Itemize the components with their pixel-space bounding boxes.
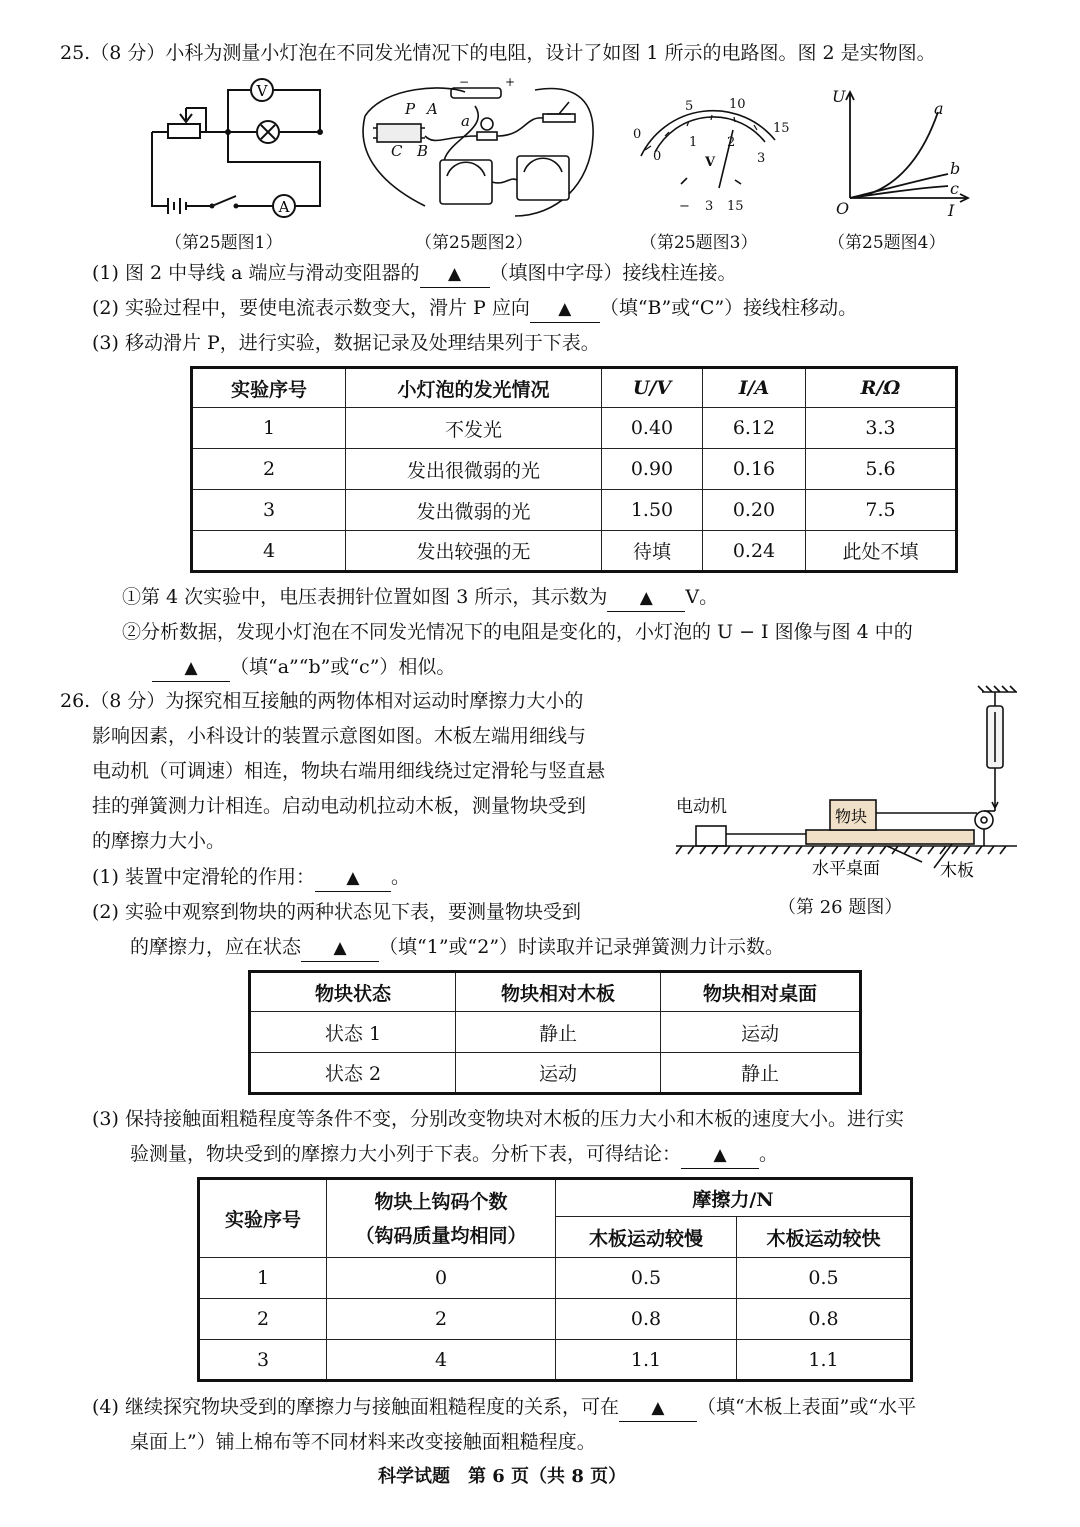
- ammeter-label: A: [278, 198, 290, 216]
- col-header: 物块相对木板: [456, 972, 661, 1012]
- col-header: 木板运动较快: [737, 1217, 912, 1258]
- q26-p2-line1: (2) 实验中观察到物块的两种状态见下表，要测量物块受到: [92, 901, 581, 923]
- circuit-diagram: [140, 74, 340, 224]
- table-row: 状态 1 静止 运动: [250, 1012, 861, 1053]
- answer-blank[interactable]: ▲: [619, 1394, 697, 1422]
- table-row: 2 2 0.8 0.8: [199, 1299, 912, 1340]
- q25-p2: (2) 实验过程中，要使电流表示数变大，滑片 P 应向 ▲ （填“B”或“C”）接线柱移动。: [92, 295, 857, 323]
- label-b: B: [417, 142, 429, 160]
- q26-p2-line2: 的摩擦力，应在状态 ▲ （填“1”或“2”）时读取并记录弹簧测力计示数。: [130, 934, 784, 962]
- col-header: 木板运动较慢: [556, 1217, 737, 1258]
- answer-blank[interactable]: ▲: [315, 864, 391, 892]
- curve-a-label: a: [934, 99, 944, 118]
- scale-15: 15: [773, 121, 790, 136]
- terminal-minus: −: [679, 199, 690, 214]
- col-header: 物块上钩码个数 （钩码质量均相同）: [327, 1179, 556, 1258]
- scale-0-inner: 0: [653, 149, 662, 164]
- q26-p1: (1) 装置中定滑轮的作用： ▲ 。: [92, 864, 410, 892]
- q26-intro-5: 的摩擦力大小。: [92, 830, 226, 852]
- q26-intro-1: 26.（8 分）为探究相互接触的两物体相对运动时摩擦力大小的: [60, 690, 584, 712]
- q26-p3-line2: 验测量，物块受到的摩擦力大小列于下表。分析下表，可得结论： ▲ 。: [130, 1141, 778, 1169]
- col-header: U/V: [602, 368, 703, 408]
- table-row: 1 不发光 0.40 6.12 3.3: [192, 408, 957, 449]
- state-table: [248, 970, 862, 1095]
- scale-5: 5: [685, 99, 694, 114]
- table-row: 1 0 0.5 0.5: [199, 1258, 912, 1299]
- v-mark: V: [705, 155, 716, 170]
- table-row: 2 发出很微弱的光 0.90 0.16 5.6: [192, 449, 957, 490]
- ui-graph: [830, 84, 980, 220]
- scale-1: 1: [689, 135, 698, 150]
- col-header: 物块状态: [250, 972, 456, 1012]
- axis-i: I: [948, 201, 955, 220]
- table-row: 3 4 1.1 1.1: [199, 1340, 912, 1381]
- answer-blank[interactable]: ▲: [681, 1141, 759, 1169]
- physical-setup: [355, 76, 605, 224]
- q26-intro-4: 挂的弹簧测力计相连。启动电动机拉动木板，测量物块受到: [92, 795, 587, 817]
- voltmeter-dial: [625, 88, 795, 218]
- q26-intro-3: 电动机（可调速）相连，物块右端用细线绕过定滑轮与竖直悬: [92, 760, 606, 782]
- caption-fig26: （第 26 题图）: [778, 897, 903, 918]
- caption-fig2: （第25题图2）: [415, 233, 533, 253]
- friction-apparatus: [672, 684, 1022, 884]
- q25-data-table: [190, 366, 958, 573]
- label-c: C: [391, 142, 403, 160]
- origin: O: [836, 199, 850, 218]
- answer-blank[interactable]: ▲: [607, 584, 685, 612]
- col-header: 实验序号: [192, 368, 346, 408]
- q25-s1: ①第 4 次实验中，电压表拥针位置如图 3 所示，其示数为 ▲ V。: [122, 584, 718, 612]
- answer-blank[interactable]: ▲: [420, 260, 490, 288]
- q26-p4-line2: 桌面上”）铺上棉布等不同材料来改变接触面粗糙程度。: [130, 1431, 596, 1453]
- q26-p3-line1: (3) 保持接触面粗糙程度等条件不变，分别改变物块对木板的压力大小和木板的速度大小。进行实: [92, 1108, 904, 1130]
- q25-intro: 25.（8 分）小科为测量小灯泡在不同发光情况下的电阻，设计了如图 1 所示的电路图。图 2 是实物图。: [60, 42, 936, 64]
- label-plus: +: [505, 76, 516, 89]
- page-footer: 科学试题 第 6 页（共 8 页）: [378, 1466, 627, 1487]
- col-header: 实验序号: [199, 1179, 327, 1258]
- scale-2: 2: [727, 135, 736, 150]
- col-header: R/Ω: [806, 368, 957, 408]
- label-a: A: [427, 100, 438, 118]
- q25-s2: ②分析数据，发现小灯泡在不同发光情况下的电阻是变化的，小灯泡的 U − I 图像与图 4 中的: [122, 621, 913, 643]
- label-desk: 水平桌面: [812, 859, 880, 879]
- answer-blank[interactable]: ▲: [530, 295, 600, 323]
- q26-p4-line1: (4) 继续探究物块受到的摩擦力与接触面粗糙程度的关系，可在 ▲ （填“木板上表面”或“水平: [92, 1394, 916, 1422]
- scale-10: 10: [729, 97, 746, 112]
- friction-table: [197, 1177, 913, 1382]
- scale-0-outer: 0: [633, 127, 642, 142]
- col-header: 物块相对桌面: [661, 972, 861, 1012]
- table-row: 4 发出较强的无 待填 0.24 此处不填: [192, 531, 957, 572]
- axis-u: U: [832, 87, 846, 106]
- caption-fig3: （第25题图3）: [640, 233, 758, 253]
- col-header: 小灯泡的发光情况: [346, 368, 602, 408]
- q26-intro-2: 影响因素，小科设计的装置示意图如图。木板左端用细线与: [92, 725, 587, 747]
- curve-c-label: c: [950, 179, 959, 198]
- q25-p3: (3) 移动滑片 P，进行实验，数据记录及处理结果列于下表。: [92, 332, 600, 354]
- voltmeter-label: V: [256, 82, 268, 100]
- table-row: 3 发出微弱的光 1.50 0.20 7.5: [192, 490, 957, 531]
- answer-blank[interactable]: ▲: [301, 934, 379, 962]
- q25-s2b: ▲ （填“a”“b”或“c”）相似。: [152, 654, 455, 682]
- label-p: P: [405, 100, 416, 118]
- label-wire-a: a: [461, 112, 470, 130]
- scale-3: 3: [757, 151, 766, 166]
- label-board: 木板: [940, 861, 974, 881]
- q25-p1: (1) 图 2 中导线 a 端应与滑动变阻器的 ▲ （填图中字母）接线柱连接。: [92, 260, 737, 288]
- caption-fig4: （第25题图4）: [828, 233, 946, 253]
- terminal-15: 15: [727, 199, 744, 214]
- answer-blank[interactable]: ▲: [152, 654, 230, 682]
- label-minus: −: [459, 76, 470, 89]
- table-row: 状态 2 运动 静止: [250, 1053, 861, 1094]
- col-header: 摩擦力/N: [556, 1179, 912, 1217]
- curve-b-label: b: [950, 159, 961, 178]
- label-block: 物块: [835, 807, 868, 826]
- terminal-3: 3: [705, 199, 714, 214]
- label-motor: 电动机: [676, 797, 727, 817]
- caption-fig1: （第25题图1）: [165, 233, 283, 253]
- col-header: I/A: [703, 368, 806, 408]
